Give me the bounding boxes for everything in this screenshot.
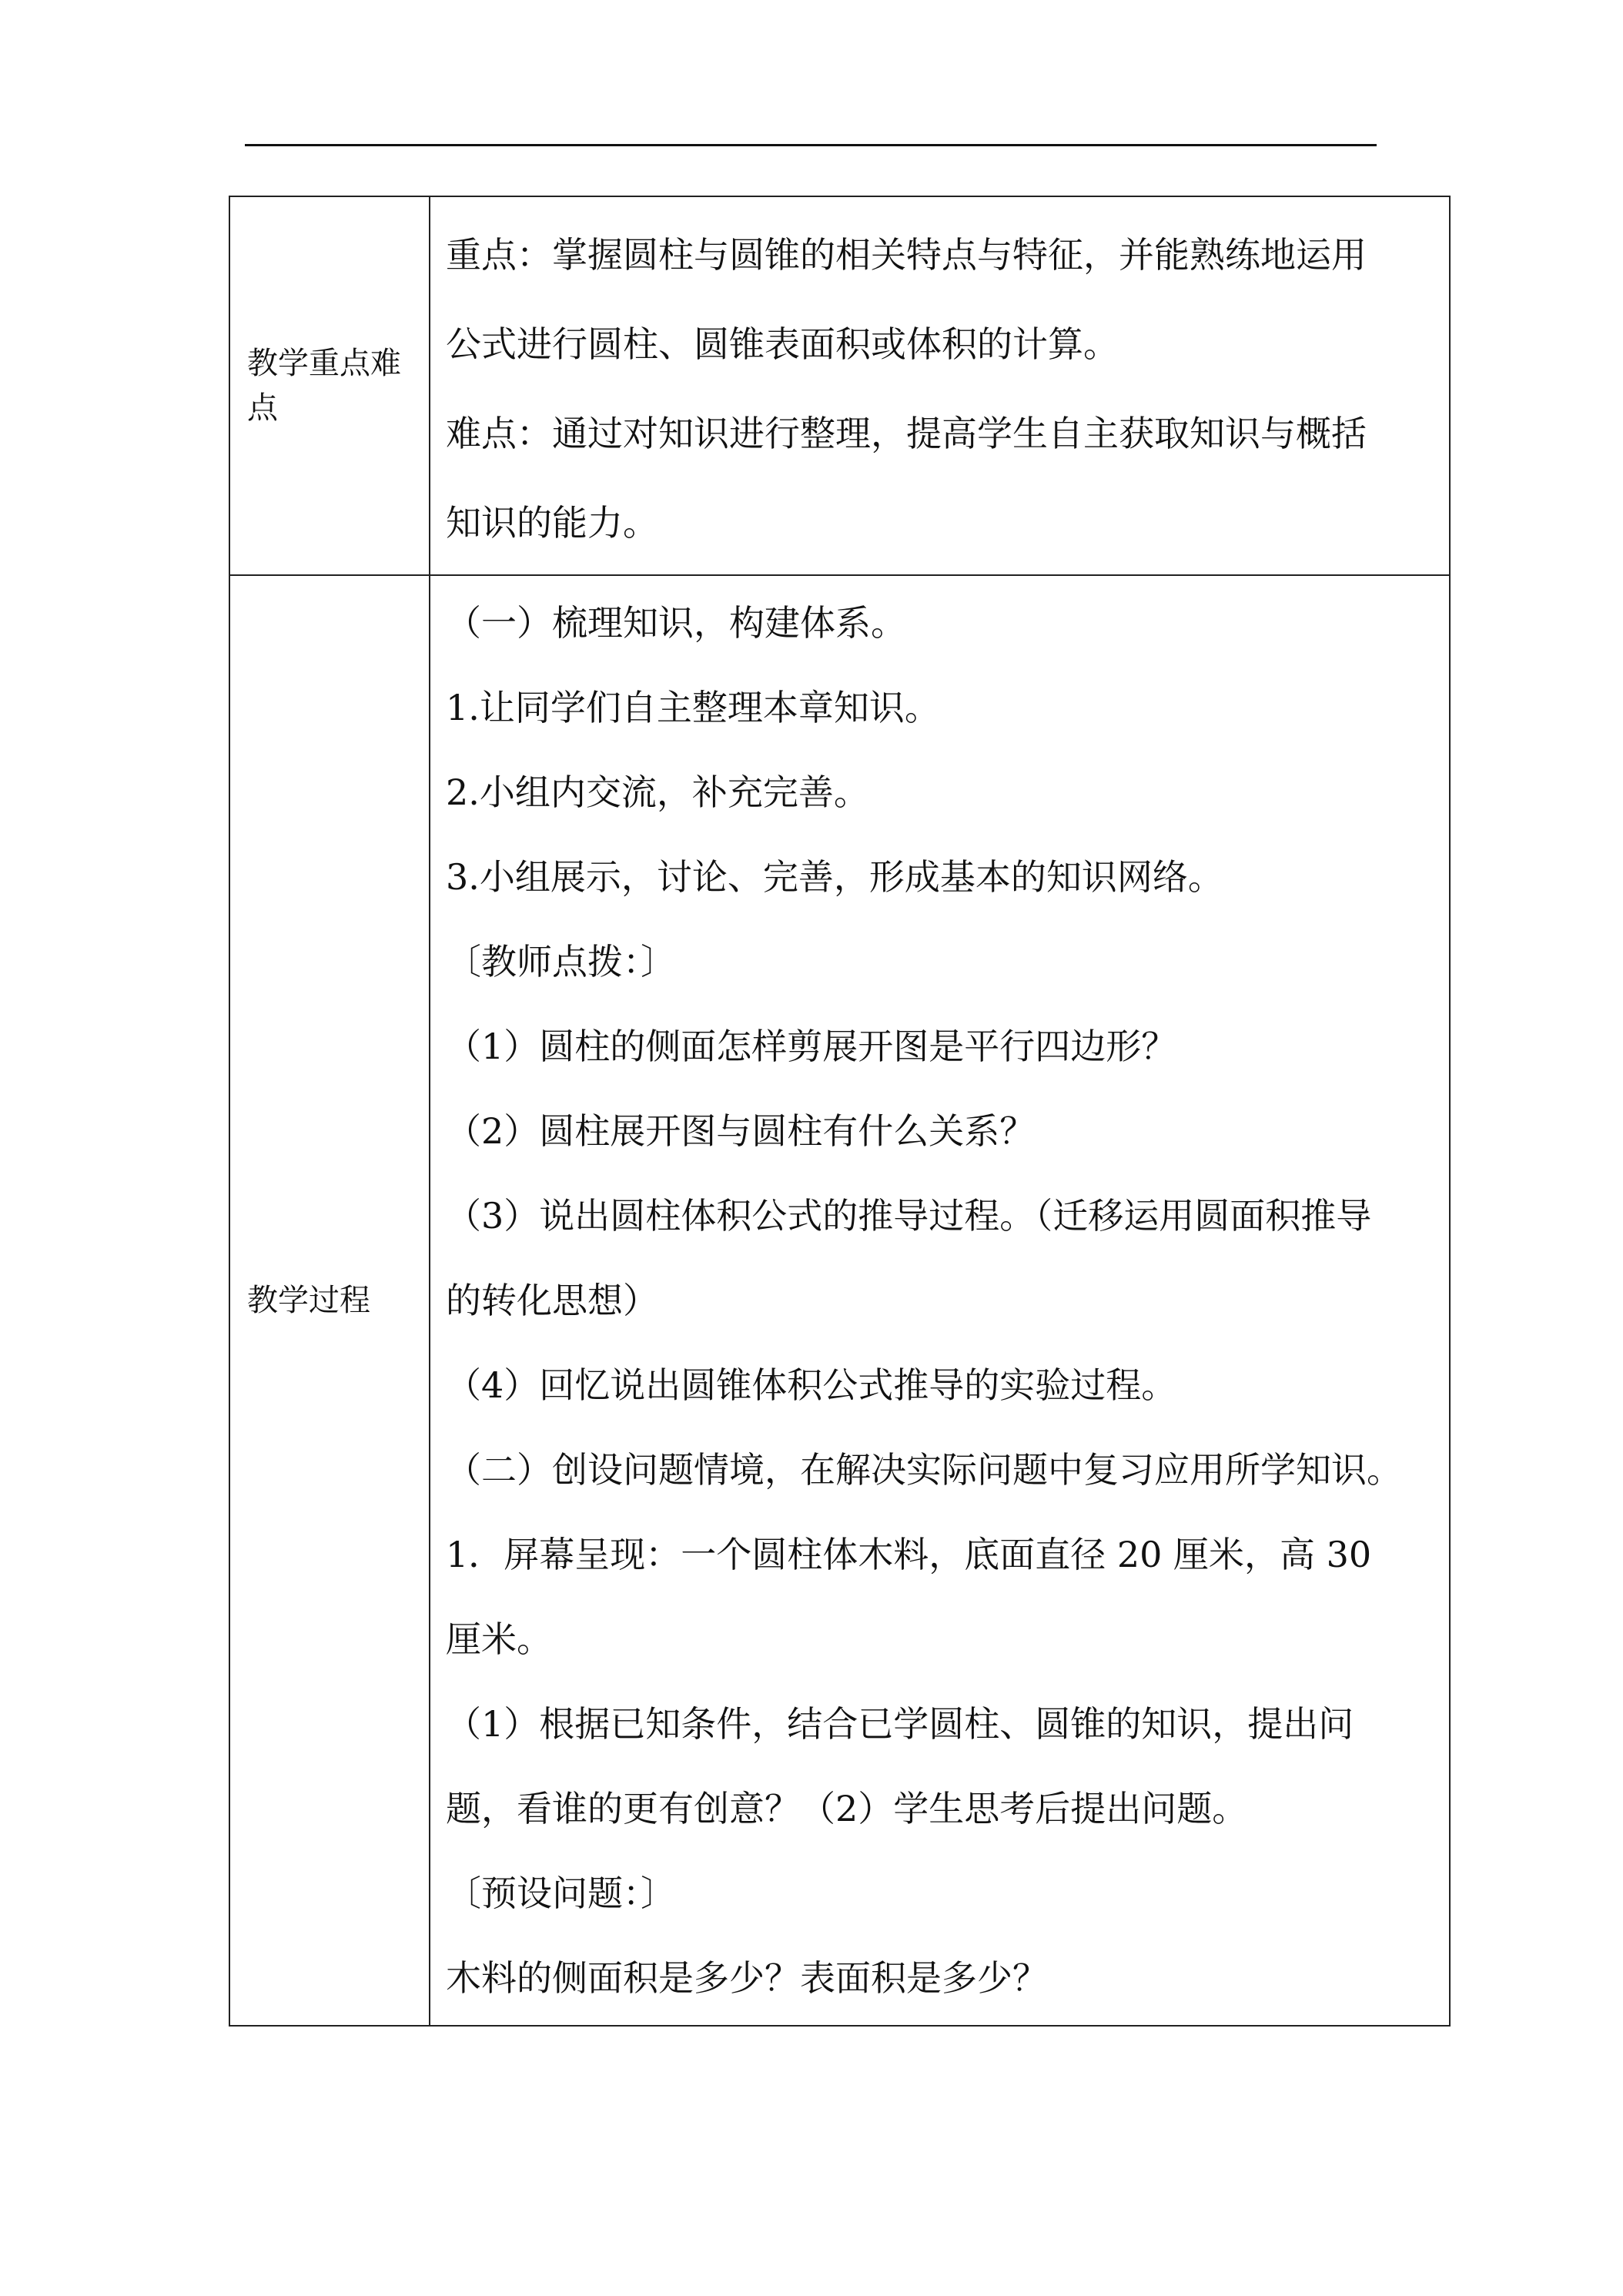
- key-points-line: 重点：掌握圆柱与圆锥的相关特点与特征，并能熟练地运用: [446, 234, 1367, 276]
- key-points-line: 公式进行圆柱、圆锥表面积或体积的计算。: [446, 323, 1119, 365]
- teaching-process-content: [430, 575, 1450, 2026]
- process-line: （二）创设问题情境，在解决实际问题中复习应用所学知识。: [446, 1449, 1402, 1491]
- table-row-teaching-process: [229, 575, 1450, 2026]
- lesson-plan-table: [229, 196, 1451, 2027]
- process-line: 厘米。: [446, 1618, 552, 1660]
- process-line: （4）回忆说出圆锥体积公式推导的实验过程。: [446, 1364, 1177, 1406]
- key-points-line: 知识的能力。: [446, 502, 658, 544]
- process-line: 〔预设问题：〕: [446, 1873, 676, 1914]
- table-row-key-points: [229, 196, 1450, 575]
- process-line: （1）圆柱的侧面怎样剪展开图是平行四边形？: [446, 1026, 1177, 1067]
- key-points-line: 难点：通过对知识进行整理，提高学生自主获取知识与概括: [446, 413, 1367, 454]
- process-line: 题，看谁的更有创意？（2）学生思考后提出问题。: [446, 1788, 1248, 1829]
- header-rule: [245, 144, 1377, 146]
- process-line: （3）说出圆柱体积公式的推导过程。（迁移运用圆面积推导: [446, 1195, 1372, 1237]
- key-points-content: [430, 196, 1450, 575]
- process-line: 的转化思想）: [446, 1280, 658, 1321]
- process-line: （1）根据已知条件，结合已学圆柱、圆锥的知识，提出问: [446, 1703, 1354, 1745]
- process-line: 木料的侧面积是多少？表面积是多少？: [446, 1957, 1048, 1999]
- process-line: 1．屏幕呈现：一个圆柱体木料，底面直径 20 厘米，高 30: [446, 1534, 1372, 1575]
- process-line: 3.小组展示，讨论、完善，形成基本的知识网络。: [446, 856, 1223, 898]
- process-line: 2.小组内交流，补充完善。: [446, 771, 869, 813]
- process-line: 〔教师点拨：〕: [446, 941, 676, 982]
- row-label-teaching-process: 教学过程: [229, 575, 430, 2026]
- process-line: （一）梳理知识，构建体系。: [446, 602, 906, 644]
- row-label-key-points: 教学重点难点: [229, 196, 430, 575]
- process-line: （2）圆柱展开图与圆柱有什么关系？: [446, 1110, 1036, 1152]
- process-line: 1.让同学们自主整理本章知识。: [446, 687, 940, 728]
